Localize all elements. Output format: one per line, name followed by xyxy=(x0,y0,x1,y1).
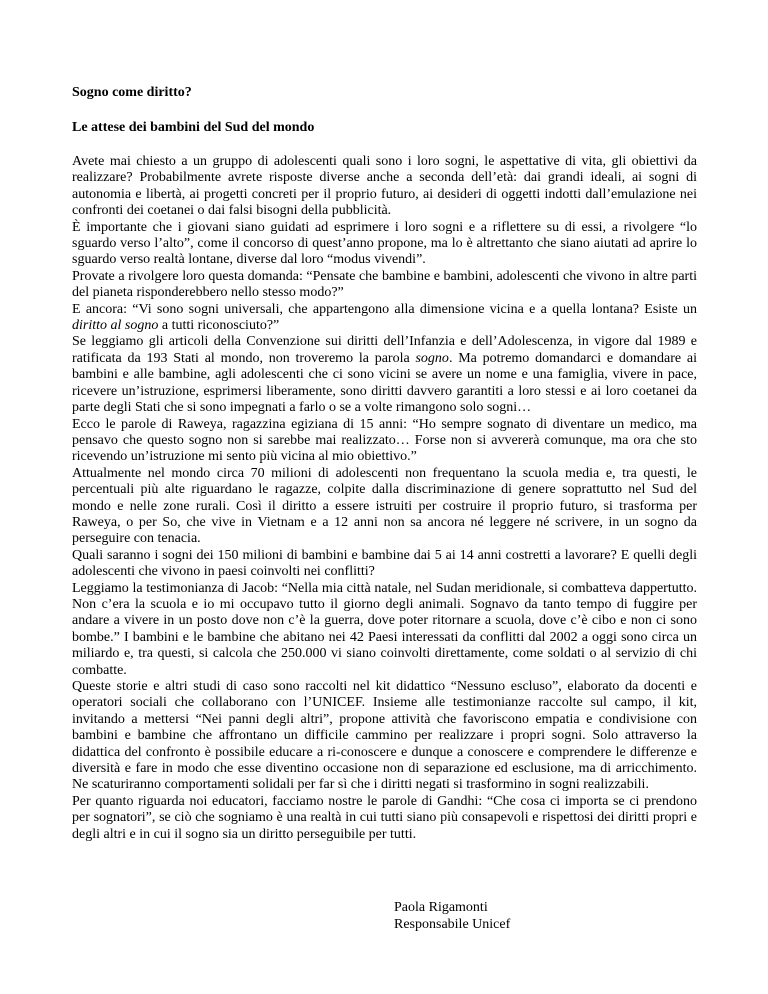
paragraph-text: È importante che i giovani siano guidati ad esprimere i loro sogni e a riflettere su di essi, a rivolgere “lo sguardo verso l’alto”, come il concorso di quest’anno propone, ma lo è altrettanto che siano aiutati ad aprire lo sguardo verso realtà lontane, diverse dal loro “modus vivendi”. xyxy=(72,219,697,268)
body-paragraph xyxy=(72,334,697,416)
paragraph-text: Queste storie e altri studi di caso sono raccolti nel kit didattico “Nessuno escluso”, elaborato da docenti e operatori sociali che collaborano con l’UNICEF. Insieme alle testimonianze raccolte sul campo, il kit, invitando a mettersi “Nei panni degli altri”, propone attività che favoriscono empatia e condivisione con bambini e bambine che affrontano un difficile cammino per realizzare i propri sogni. Solo attraverso la didattica del confronto è possibile educare a ri-conoscere e dunque a conoscere e comprendere le differenze e diversità e fare in modo che esse diventino occasione non di separazione ed esclusione, ma di arricchimento. Ne scaturiranno comportamenti solidali per far sì che i diritti negati si trasformino in sogni realizzabili. xyxy=(72,679,697,793)
paragraph-text: Avete mai chiesto a un gruppo di adolescenti quali sono i loro sogni, le aspettative di vita, gli obiettivi da realizzare? Probabilmente avrete risposte diverse anche a seconda dell’età: dai grandi ideali, ai sogni di autonomia e libertà, ai progetti concreti per il proprio futuro, ai desideri di oggetti indotti dall’emulazione nei confronti dei coetanei o dai falsi bisogni della pubblicità. xyxy=(72,154,697,219)
italic-text: sogno xyxy=(415,350,449,366)
italic-text: diritto al sogno xyxy=(72,318,159,334)
signature-name: Paola Rigamonti xyxy=(394,900,488,915)
paragraph-text: Ecco le parole di Raweya, ragazzina egiziana di 15 anni: “Ho sempre sognato di diventare un medico, ma pensavo che questo sogno non si sarebbe mai realizzato… Forse non si avvererà comunque, ma ora che sto ricevendo un’istruzione mi sento più vicina al mio obiettivo.” xyxy=(72,416,697,465)
paragraph-text: . Ma potremo domandarci e domandare ai bambini e alle bambine, agli adolescenti che ci sono vicini se avere un nome e una famiglia, vivere in pace, ricevere un’istruzione, esprimersi liberamente, sono diritti davvero garantiti a loro stessi e ai loro coetanei da parte degli Stati che si sono impegnati a farlo o se a volte rimangono solo sogni… xyxy=(72,350,697,416)
body-paragraph xyxy=(72,220,697,269)
paragraph-text: Attualmente nel mondo circa 70 milioni di adolescenti non frequentano la scuola media e, tra questi, le percentuali più alte riguardano le ragazze, colpite dalla discriminazione di genere soprattutto nel Sud del mondo e nelle zone rurali. Così il diritto a essere istruiti per costruire il proprio futuro, si trasforma per Raweya, o per So, che vive in Vietnam e a 12 anni non sa ancora né leggere né scrivere, in un sogno da perseguire con tenacia. xyxy=(72,465,697,547)
signature-block xyxy=(394,899,510,933)
body-paragraph xyxy=(72,154,697,220)
paragraph-text: Quali saranno i sogni dei 150 milioni di bambini e bambine dai 5 ai 14 anni costretti a lavorare? E quelli degli adolescenti che vivono in paesi coinvolti nei conflitti? xyxy=(72,547,697,580)
document-body xyxy=(72,154,697,843)
paragraph-text: a tutti riconosciuto?” xyxy=(158,318,280,334)
body-paragraph xyxy=(72,548,697,581)
body-paragraph xyxy=(72,417,697,466)
document-page xyxy=(72,85,697,843)
paragraph-text: Leggiamo la testimonianza di Jacob: “Nella mia città natale, nel Sudan meridionale, si combatteva dappertutto. Non c’era la scuola e io mi occupavo tutto il giorno degli animali. Sognavo da tanto tempo di fuggire per andare a vivere in un posto dove non c’è la guerra, dove poter ritornare a scuola, dove c’è cibo e non ci sono bombe.” I bambini e le bambine che abitano nei 42 Paesi interessati da conflitti dal 2002 a oggi sono circa un miliardo e, tra questi, si calcola che 250.000 vi siano coinvolti direttamente, come soldati o al servizio di chi combatte. xyxy=(72,580,697,678)
body-paragraph xyxy=(72,269,697,302)
document-title: Sogno come diritto? xyxy=(72,85,192,100)
paragraph-text: Per quanto riguarda noi educatori, facciamo nostre le parole di Gandhi: “Che cosa ci importa se ci prendono per sognatori”, se ciò che sogniamo è una realtà in cui tutti siano più consapevoli e rispettosi dei diritti propri e degli altri e in cui il sogno sia un diritto perseguibile per tutti. xyxy=(72,793,697,842)
paragraph-text: E ancora: “Vi sono sogni universali, che appartengono alla dimensione vicina e a quella lontana? Esiste un xyxy=(72,301,697,317)
paragraph-text: Provate a rivolgere loro questa domanda: “Pensate che bambine e bambini, adolescenti che vivono in altre parti del pianeta risponderebbero nello stesso modo?” xyxy=(72,268,697,301)
paragraph-text: Se leggiamo gli articoli della Convenzione sui diritti dell’Infanzia e dell’Adolescenza, in vigore dal 1989 e ratificata da 193 Stati al mondo, non troveremo la parola xyxy=(72,334,697,366)
signature-role: Responsabile Unicef xyxy=(394,917,511,932)
body-paragraph xyxy=(72,581,697,679)
body-paragraph xyxy=(72,466,697,548)
document-subtitle: Le attese dei bambini del Sud del mondo xyxy=(72,119,315,135)
body-paragraph xyxy=(72,302,697,335)
body-paragraph xyxy=(72,794,697,843)
body-paragraph xyxy=(72,679,697,794)
